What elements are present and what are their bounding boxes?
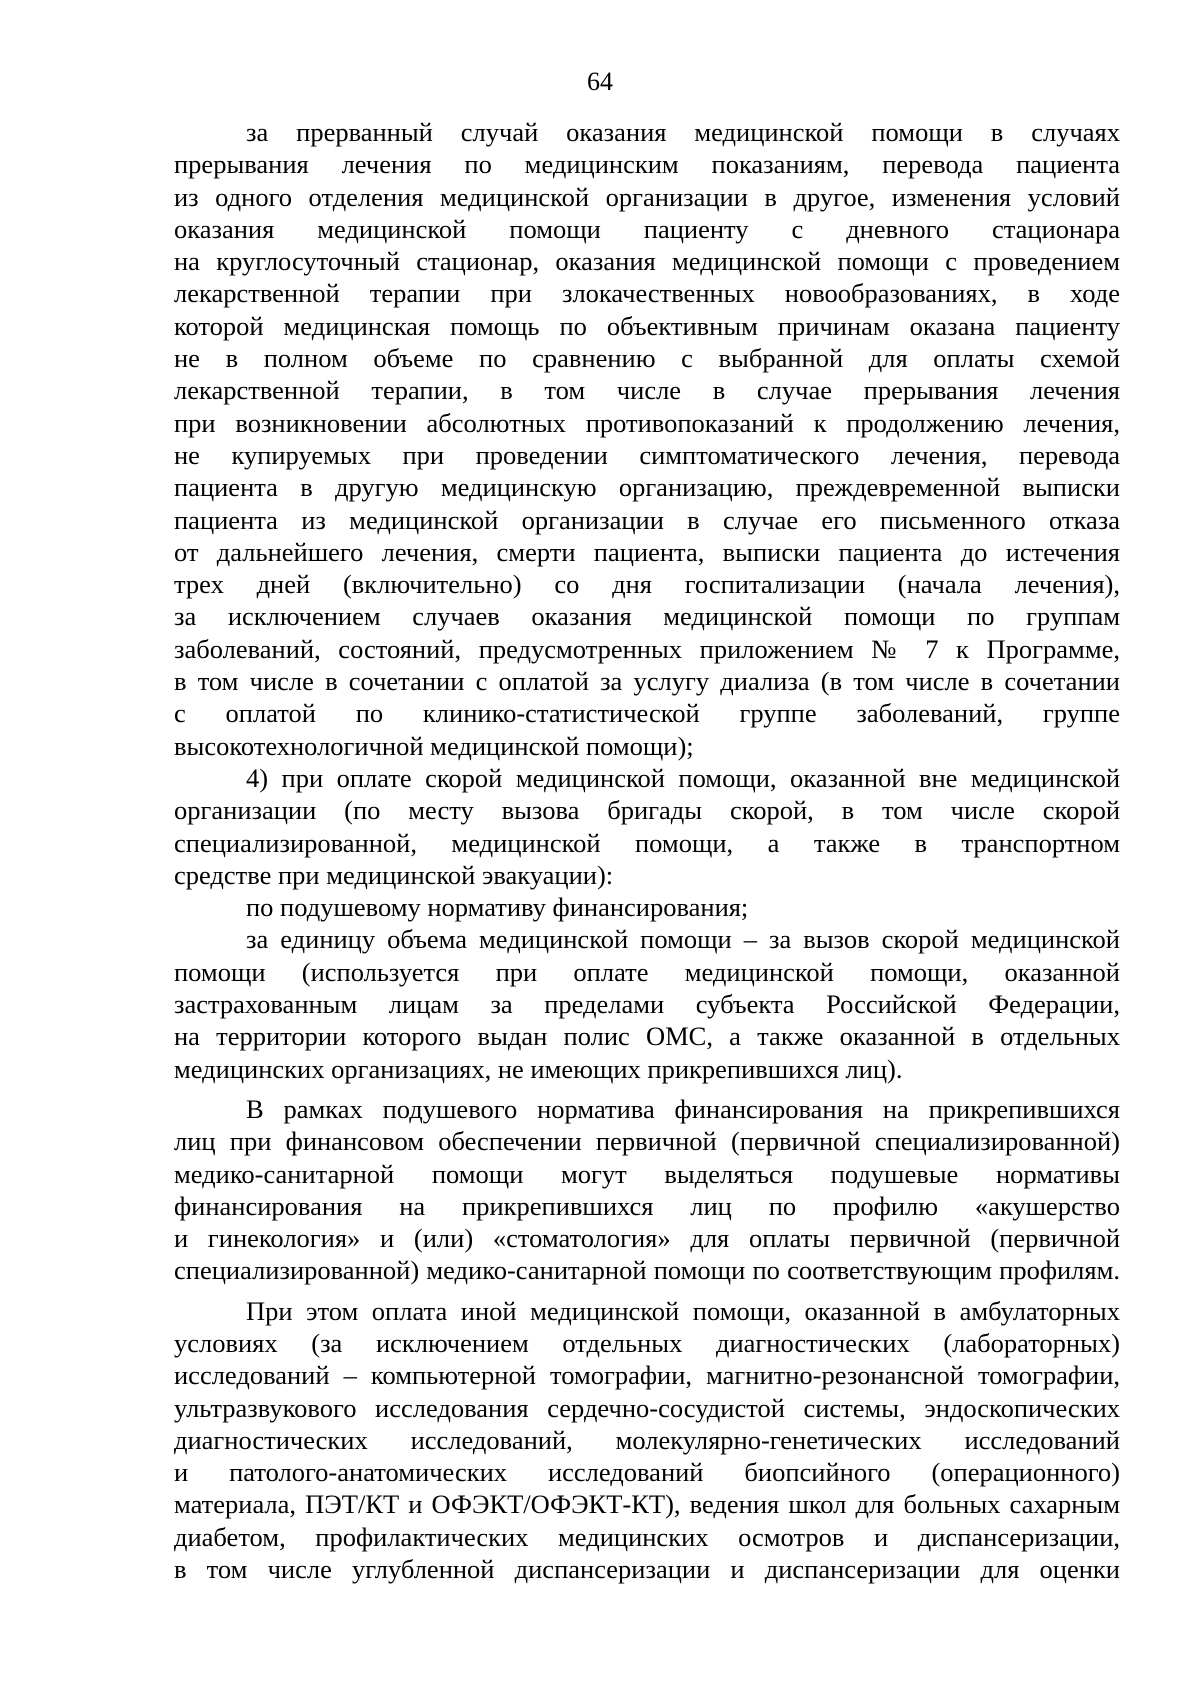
text-line: При этом оплата иной медицинской помощи, оказанной в амбулаторных xyxy=(246,1295,1120,1326)
text-line: которой медицинская помощь по объективным причинам оказана пациенту xyxy=(174,310,1120,341)
text-line: на круглосуточный стационар, оказания медицинской помощи с проведением xyxy=(174,246,1120,277)
text-line: лекарственной терапии при злокачественных новообразованиях, в ходе xyxy=(174,278,1120,309)
text-line: лекарственной терапии, в том числе в случае прерывания лечения xyxy=(174,375,1120,406)
text-line: диагностических исследований, молекулярно-генетических исследований xyxy=(174,1424,1120,1455)
text-line: пациента из медицинской организации в случае его письменного отказа xyxy=(174,504,1120,535)
text-line: с оплатой по клинико-статистической группе заболеваний, группе xyxy=(174,698,1120,729)
text-line: пациента в другую медицинскую организацию, преждевременной выписки xyxy=(174,472,1120,503)
text-line: не в полном объеме по сравнению с выбранной для оплаты схемой xyxy=(174,343,1120,374)
text-line: и гинекология» и (или) «стоматология» для оплаты первичной (первичной xyxy=(174,1223,1120,1254)
text-line: по подушевому нормативу финансирования; xyxy=(246,892,749,923)
text-line: не купируемых при проведении симптоматического лечения, перевода xyxy=(174,439,1120,470)
text-line: трех дней (включительно) со дня госпитализации (начала лечения), xyxy=(174,569,1120,600)
page-number: 64 xyxy=(587,67,613,96)
body-text xyxy=(174,116,1120,1585)
paragraph-gap xyxy=(174,1085,1120,1093)
text-line: в том числе в сочетании с оплатой за услугу диализа (в том числе в сочетании xyxy=(174,666,1120,697)
text-line: средстве при медицинской эвакуации): xyxy=(174,859,614,890)
text-line: от дальнейшего лечения, смерти пациента, выписки пациента до истечения xyxy=(174,536,1120,567)
text-line: за прерванный случай оказания медицинской помощи в случаях xyxy=(246,117,1120,147)
text-line: в том числе углубленной диспансеризации и диспансеризации для оценки xyxy=(174,1554,1120,1585)
text-line: ультразвукового исследования сердечно-сосудистой системы, эндоскопических xyxy=(174,1392,1120,1423)
text-line: прерывания лечения по медицинским показаниям, перевода пациента xyxy=(174,149,1120,180)
text-line: материала, ПЭТ/КТ и ОФЭКТ/ОФЭКТ-КТ), ведения школ для больных сахарным xyxy=(174,1489,1120,1520)
text-line: застрахованным лицам за пределами субъекта Российской Федерации, xyxy=(174,989,1120,1020)
text-line: оказания медицинской помощи пациенту с дневного стационара xyxy=(174,213,1120,244)
text-line: лиц при финансовом обеспечении первичной (первичной специализированной) xyxy=(174,1126,1120,1157)
text-line: медико-санитарной помощи могут выделяться подушевые нормативы xyxy=(174,1158,1120,1189)
text-line: 4) при оплате скорой медицинской помощи, оказанной вне медицинской xyxy=(246,762,1120,793)
text-line: помощи (используется при оплате медицинской помощи, оказанной xyxy=(174,956,1120,987)
text-line: заболеваний, состояний, предусмотренных приложением № 7 к Программе, xyxy=(174,633,1120,664)
text-line: при возникновении абсолютных противопоказаний к продолжению лечения, xyxy=(174,407,1120,438)
text-line: исследований – компьютерной томографии, магнитно-резонансной томографии, xyxy=(174,1360,1120,1391)
text-line: из одного отделения медицинской организации в другое, изменения условий xyxy=(174,181,1120,212)
text-line: за единицу объема медицинской помощи – за вызов скорой медицинской xyxy=(246,924,1120,955)
text-line: и патолого-анатомических исследований биопсийного (операционного) xyxy=(174,1457,1120,1488)
text-line: на территории которого выдан полис ОМС, а также оказанной в отдельных xyxy=(174,1021,1120,1052)
text-line: специализированной) медико-санитарной помощи по соответствующим профилям. xyxy=(174,1255,1120,1286)
text-line: диабетом, профилактических медицинских осмотров и диспансеризации, xyxy=(174,1521,1120,1552)
text-line: В рамках подушевого норматива финансирования на прикрепившихся xyxy=(246,1093,1120,1124)
text-line: условиях (за исключением отдельных диагностических (лабораторных) xyxy=(174,1327,1120,1358)
text-line: за исключением случаев оказания медицинской помощи по группам xyxy=(174,601,1120,632)
text-line: организации (по месту вызова бригады скорой, в том числе скорой xyxy=(174,795,1120,826)
text-line: высокотехнологичной медицинской помощи); xyxy=(174,730,694,761)
text-line: специализированной, медицинской помощи, а также в транспортном xyxy=(174,827,1120,858)
text-line: медицинских организациях, не имеющих прикрепившихся лиц). xyxy=(174,1053,903,1084)
paragraph-gap xyxy=(174,1287,1120,1295)
text-line: финансирования на прикрепившихся лиц по профилю «акушерство xyxy=(174,1190,1120,1221)
